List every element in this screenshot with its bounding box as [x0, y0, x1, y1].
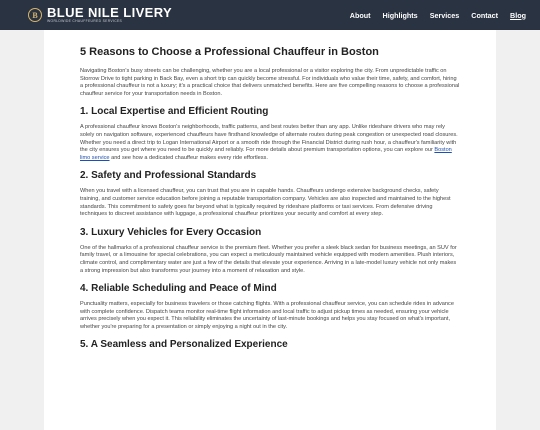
boston-limo-service-link[interactable]: Boston limo service — [80, 147, 452, 161]
nav-services[interactable]: Services — [429, 10, 460, 20]
nav-highlights[interactable]: Highlights — [382, 10, 418, 20]
article-title: 5 Reasons to Choose a Professional Chauffeur in Boston — [80, 46, 379, 58]
nav-contact[interactable]: Contact — [471, 10, 499, 20]
section-heading-4: 4. Reliable Scheduling and Peace of Mind — [80, 283, 277, 295]
nav-about[interactable]: About — [349, 10, 371, 20]
section-body-3: One of the hallmarks of a professional chauffeur service is the premium fleet. Whether you prefer a sleek black sedan for business meetings, an SUV for family travel, or a limousine for special celebrations, you can expect a meticulously maintained vehicle equipped with modern amenities. Plush interiors, climate control, and complimentary water are just a few of the details that elevate your experience. Arriving in a late-model luxury vehicle not only makes a strong impression but also transforms your journey into a moment of relaxation and style. — [80, 244, 457, 274]
section-heading-2: 2. Safety and Professional Standards — [80, 170, 257, 182]
section-1-text-before: A professional chauffeur knows Boston's neighborhoods, traffic patterns, and best routes better than any app. Unlike rideshare drivers who may rely solely on navigation software, experienced chauffeurs have firsthand knowledge of alternate routes during peak congestion or unexpected road closures. Whether you need a direct trip to Logan International Airport or a smooth ride through the Financial District during rush hour, a chauffeur's familiarity with the city ensures you get where you need to be quickly and reliably. For more details about premium transportation options, you can explore our — [80, 124, 458, 154]
nav-blog[interactable]: Blog — [510, 10, 526, 20]
article-intro: Navigating Boston's busy streets can be challenging, whether you are a local professional or a visitor exploring the city. From unpredictable traffic on Storrow Drive to tight parking in Back Bay, even a short trip can quickly become stressful. For individuals who value their time, safety, and comfort, hiring a professional chauffeur is not a luxury; it's a practical choice that delivers unmatched benefits. Here are five compelling reasons to choose a professional chauffeur service for your transportation needs in Boston. — [80, 68, 460, 97]
section-heading-5: 5. A Seamless and Personalized Experience — [80, 339, 288, 351]
logo-badge-icon: B — [28, 8, 42, 22]
section-1-text-after: and see how a dedicated chauffeur makes every ride effortless. — [109, 154, 268, 161]
brand-name: BLUE NILE LIVERY — [47, 5, 173, 21]
brand-logo[interactable] — [28, 6, 172, 23]
section-heading-3: 3. Luxury Vehicles for Every Occasion — [80, 226, 262, 238]
section-body-2: When you travel with a licensed chauffeur, you can trust that you are in capable hands. Chauffeurs undergo extensive background checks, safety training, and customer service education before joining a reputable transportation company. Vehicles are also inspected and maintained to the highest standards. This commitment to safety goes far beyond what is typically required by rideshare platforms or taxi services. From defensive driving techniques to discreet assistance with luggage, a professional chauffeur prioritizes your security and comfort at every step. — [80, 188, 451, 218]
article-content — [44, 30, 496, 430]
section-body-4: Punctuality matters, especially for business travelers or those catching flights. With a professional chauffeur service, you can schedule rides in advance with complete confidence. Dispatch teams monitor real-time flight information and local traffic to adjust pickup times as needed, ensuring your vehicle arrives precisely when you expect it. This reliability eliminates the uncertainty of last-minute bookings and helps you stay focused on what's important, whether you're preparing for a presentation or simply enjoying a night out in the city. — [80, 301, 454, 330]
section-heading-1: 1. Local Expertise and Efficient Routing — [80, 106, 269, 118]
site-header — [0, 0, 540, 30]
brand-tagline: WORLDWIDE CHAUFFEURED SERVICES — [47, 19, 123, 24]
brand-text — [47, 6, 172, 23]
main-nav — [350, 11, 526, 20]
section-body-1 — [80, 124, 460, 162]
